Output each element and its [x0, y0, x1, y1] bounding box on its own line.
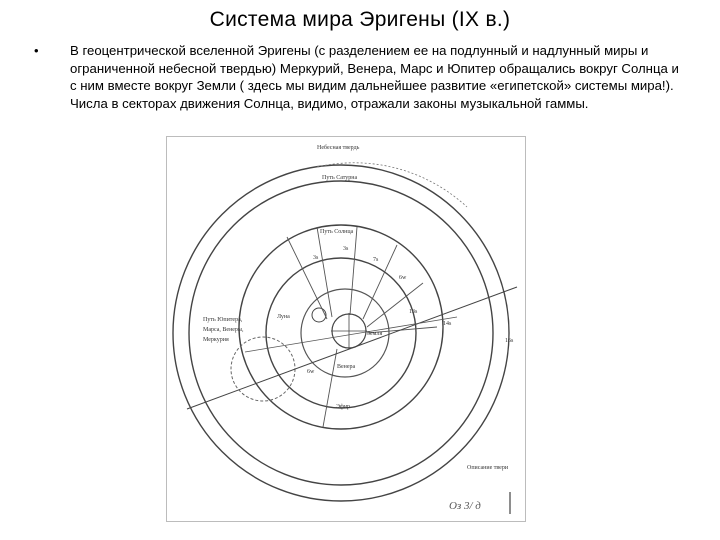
- bullet-list: [34, 42, 684, 112]
- label-saturn-path: Путь Сатурна: [322, 175, 358, 181]
- diagram-svg: [167, 137, 525, 521]
- label-ether: Эфир: [336, 404, 351, 410]
- label-mars-venus: Марса, Венеры,: [203, 327, 244, 333]
- sector-number: 7s: [373, 257, 379, 263]
- bullet-item: [34, 42, 684, 112]
- handwritten-signature: Оз 3/ д: [449, 500, 481, 512]
- sector-number: 3s: [343, 246, 349, 252]
- label-earth: Земля: [367, 331, 383, 337]
- sector-number: 6w: [399, 275, 407, 281]
- label-mercury: Меркурия: [203, 337, 229, 343]
- firmament-circle: [173, 165, 509, 501]
- label-venus: Венера: [337, 364, 356, 370]
- sector-number: 14s: [443, 321, 452, 327]
- sector-number: 13s: [409, 309, 418, 315]
- moon-circle: [312, 308, 326, 322]
- diameter-line: [245, 317, 457, 352]
- sector-number: 16s: [505, 338, 514, 344]
- sector-number: 6w: [307, 369, 315, 375]
- slide-title: Система мира Эригены (IX в.): [209, 8, 511, 31]
- sector-number: 3s: [313, 255, 319, 261]
- label-heaven-bottom: Описание твери: [467, 465, 509, 471]
- ecliptic-line: [187, 287, 517, 409]
- label-jupiter-path: Путь Юпитера,: [203, 317, 243, 323]
- label-heaven-top: Небесная твердь: [317, 145, 360, 151]
- cosmology-diagram: [166, 136, 526, 522]
- bullet-paragraph: В геоцентрической вселенной Эригены (с разделением ее на подлунный и надлунный миры и ограниченной небесной твердью) Меркурий, Венера, Марс и Юпитер обращались вокруг Солнца и с ним вместе вокруг Земли ( здесь мы видим дальнейшее развитие «египетской» системы мира!). Числа в секторах движения Солнца, видимо, отражали законы музыкальной гаммы.: [70, 43, 679, 111]
- saturn-orbit: [189, 181, 493, 485]
- bullet-marker: •: [34, 43, 39, 58]
- label-moon: Луна: [277, 314, 290, 320]
- label-sun-path: Путь Солнца: [320, 229, 354, 235]
- sun-path-circle: [239, 225, 443, 429]
- planets-orbit-dashed: [231, 337, 295, 401]
